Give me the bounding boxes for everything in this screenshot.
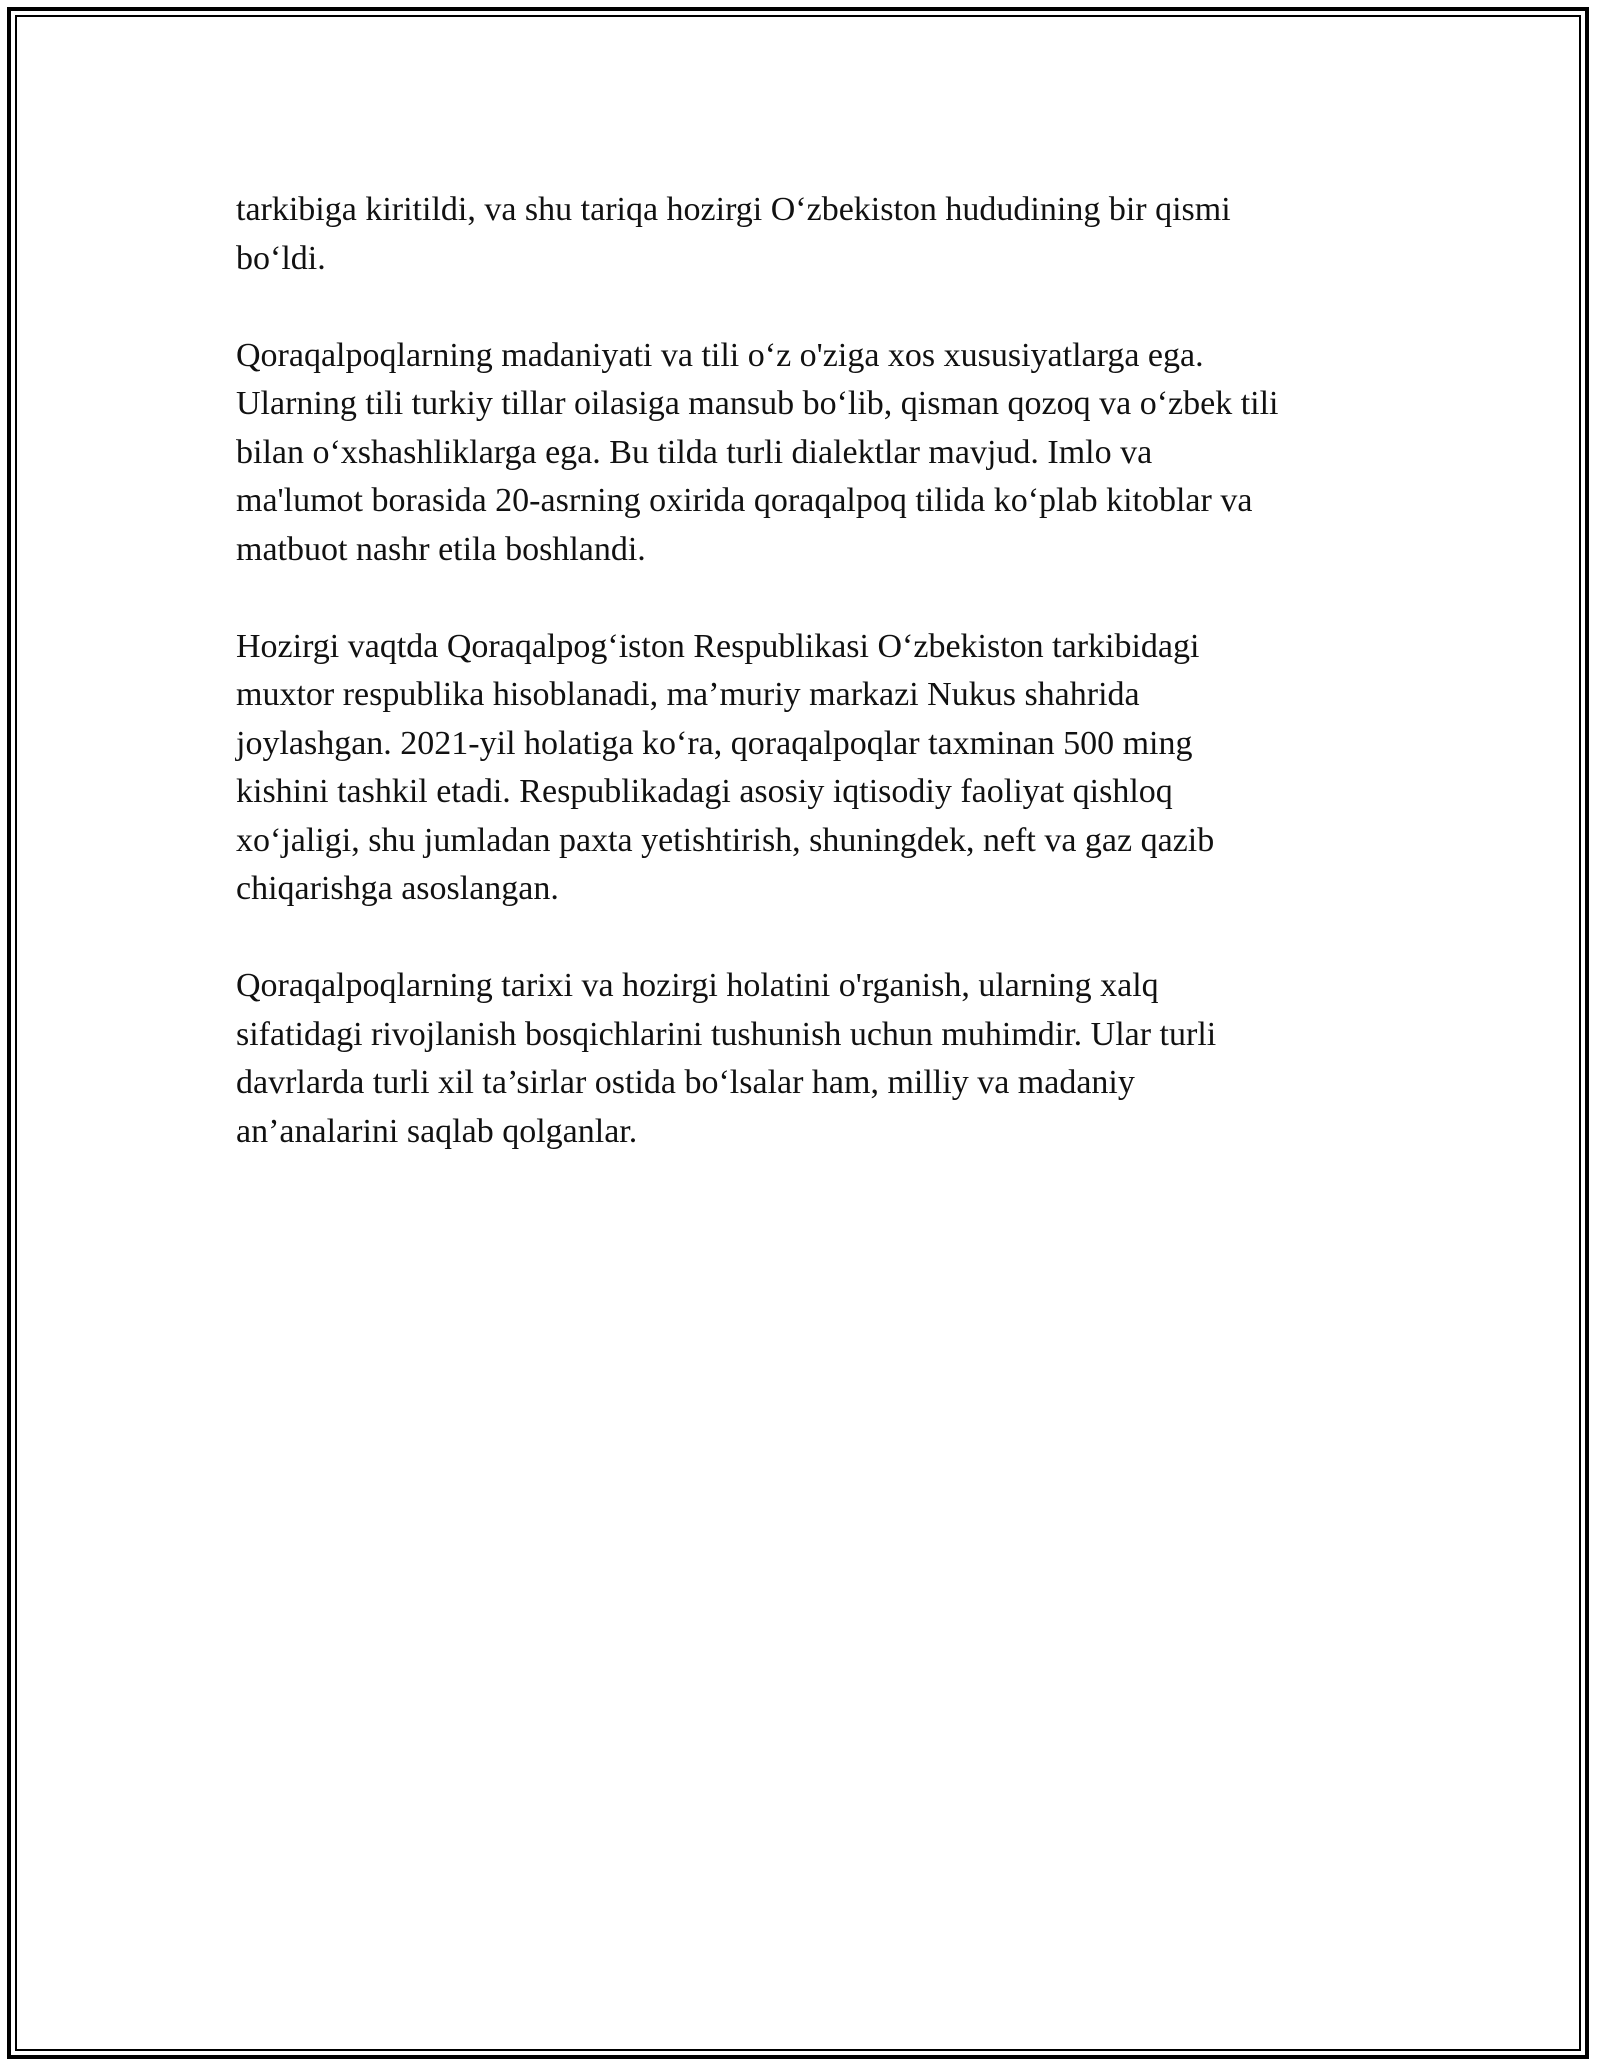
paragraph-3 (236, 623, 1386, 914)
text-line: ma'lumot borasida 20-asrning oxirida qoraqalpoq tilida ko‘plab kitoblar va (236, 482, 1253, 519)
text-line: an’analarini saqlab qolganlar. (236, 1112, 638, 1150)
paragraph-2 (236, 332, 1386, 575)
text-line: Qoraqalpoqlarning madaniyati va tili o‘z o'ziga xos xususiyatlarga ega. (236, 336, 1204, 374)
document-body (236, 186, 1386, 1205)
text-line: davrlarda turli xil ta’sirlar ostida bo‘lsalar ham, milliy va madaniy (236, 1064, 1135, 1101)
text-line: bilan o‘xshashliklarga ega. Bu tilda turli dialektlar mavjud. Imlo va (236, 433, 1153, 471)
text-line: kishini tashkil etadi. Respublikadagi asosiy iqtisodiy faoliyat qishloq (236, 773, 1173, 810)
paragraph-1 (236, 186, 1386, 283)
text-line: chiqarishga asoslangan. (236, 870, 559, 907)
text-line: tarkibiga kiritildi, va shu tariqa hozirgi O‘zbekiston hududining bir qismi (236, 191, 1231, 228)
text-line: bo‘ldi. (236, 239, 326, 277)
text-line: sifatidagi rivojlanish bosqichlarini tushunish uchun muhimdir. Ular turli (236, 1015, 1217, 1053)
text-line: Ularning tili turkiy tillar oilasiga mansub bo‘lib, qisman qozoq va o‘zbek tili (236, 385, 1279, 422)
text-line: Hozirgi vaqtda Qoraqalpog‘iston Respublikasi O‘zbekiston tarkibidagi (236, 627, 1200, 665)
text-line: joylashgan. 2021-yil holatiga ko‘ra, qoraqalpoqlar taxminan 500 ming (236, 724, 1193, 762)
text-line: matbuot nashr etila boshlandi. (236, 530, 646, 568)
text-line: muxtor respublika hisoblanadi, ma’muriy markazi Nukus shahrida (236, 676, 1140, 713)
text-line: xo‘jaligi, shu jumladan paxta yetishtirish, shuningdek, neft va gaz qazib (236, 821, 1215, 859)
paragraph-4 (236, 962, 1386, 1156)
text-line: Qoraqalpoqlarning tarixi va hozirgi holatini o'rganish, ularning xalq (236, 967, 1159, 1004)
